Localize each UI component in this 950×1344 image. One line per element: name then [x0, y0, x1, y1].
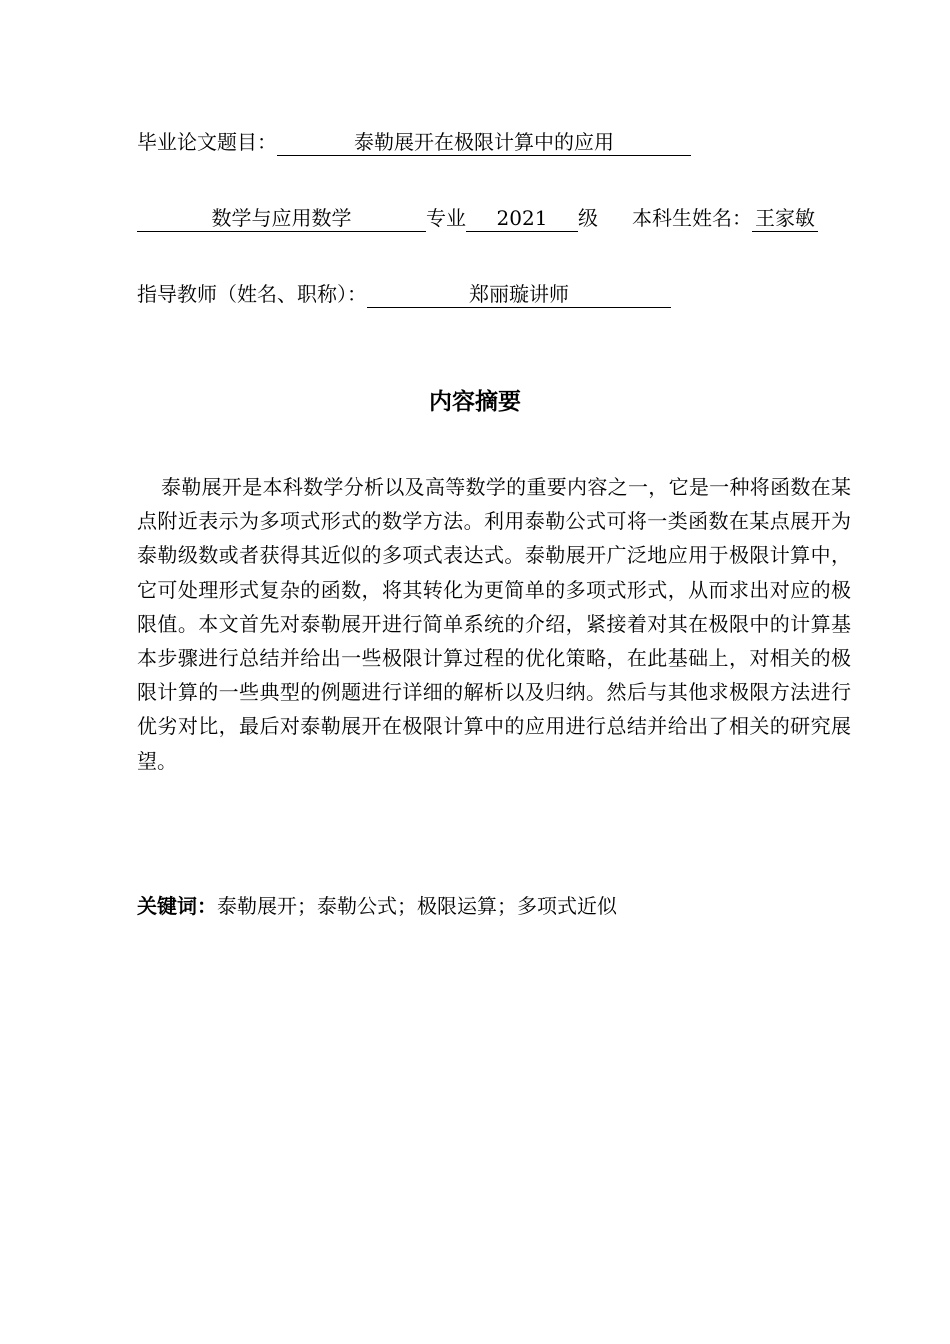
keywords-label: 关键词：: [137, 894, 217, 918]
abstract-heading: 内容摘要: [429, 389, 521, 415]
student-name-value: 王家敏: [752, 205, 818, 232]
major-value: 数学与应用数学: [137, 205, 426, 232]
year-value: 2021: [466, 205, 578, 232]
advisor-label: 指导教师（姓名、职称）：: [137, 282, 367, 306]
thesis-title-label: 毕业论文题目：: [137, 130, 277, 154]
year-label: 级: [578, 206, 598, 230]
major-row: [137, 204, 818, 232]
advisor-row: [137, 280, 671, 308]
thesis-title-value: 泰勒展开在极限计算中的应用: [277, 129, 691, 156]
keywords-row: [137, 892, 617, 920]
student-name-label: 本科生姓名：: [632, 206, 752, 230]
major-label: 专业: [426, 206, 466, 230]
abstract-body: 泰勒展开是本科数学分析以及高等数学的重要内容之一，它是一种将函数在某点附近表示为多项式形式的数学方法。利用泰勒公式可将一类函数在某点展开为泰勒级数或者获得其近似的多项式表达式。泰勒展开广泛地应用于极限计算中，它可处理形式复杂的函数，将其转化为更简单的多项式形式，从而求出对应的极限值。本文首先对泰勒展开进行简单系统的介绍，紧接着对其在极限中的计算基本步骤进行总结并给出一些极限计算过程的优化策略，在此基础上，对相关的极限计算的一些典型的例题进行详细的解析以及归纳。然后与其他求极限方法进行优劣对比，最后对泰勒展开在极限计算中的应用进行总结并给出了相关的研究展望。: [137, 475, 851, 773]
advisor-value: 郑丽璇讲师: [367, 281, 671, 308]
thesis-title-row: [137, 128, 691, 156]
keywords-value: 泰勒展开；泰勒公式；极限运算；多项式近似: [217, 894, 617, 918]
